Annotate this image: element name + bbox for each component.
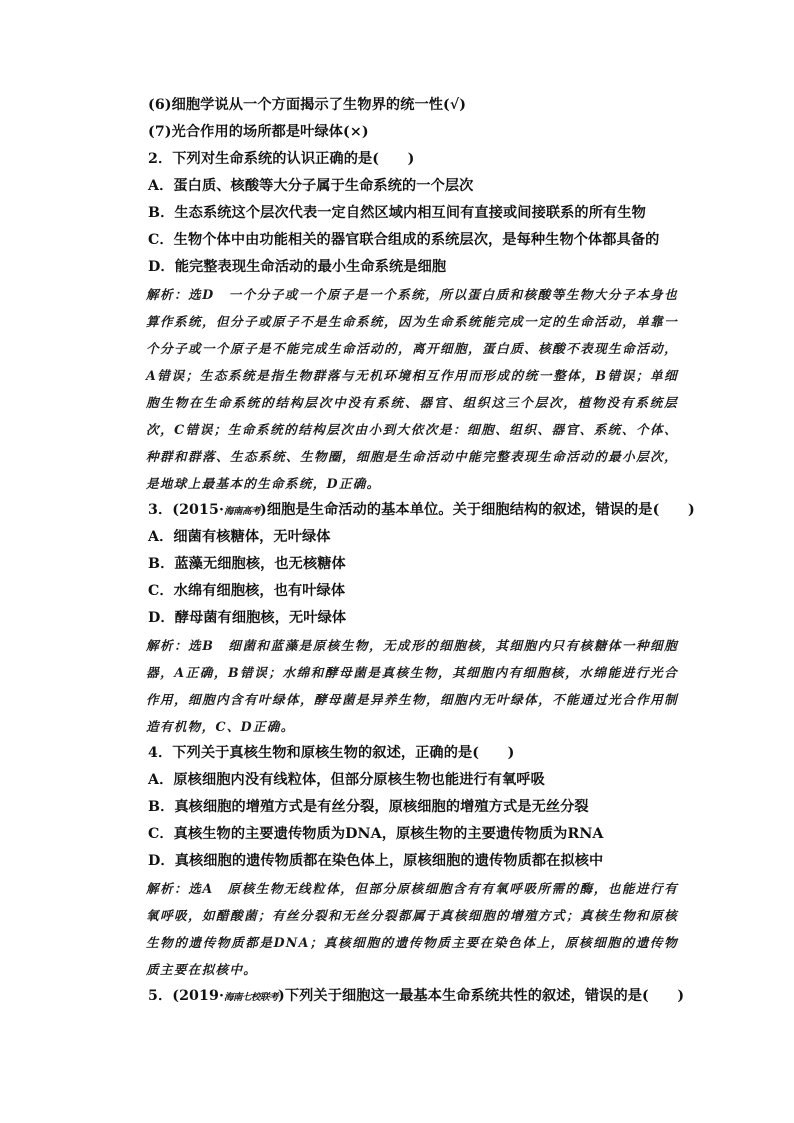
question-5-suffix: )下列关于细胞这一最基本生命系统共性的叙述，错误的是( ) bbox=[278, 988, 685, 1004]
question-4-stem: 4．下列关于真核生物和原核生物的叙述，正确的是( ) bbox=[148, 745, 515, 761]
question-4-option-b: B．真核细胞的增殖方式是有丝分裂，原核细胞的增殖方式是无丝分裂 bbox=[148, 799, 589, 815]
question-2-analysis: 解析：选D 一个分子或一个原子是一个系统，所以蛋白质和核酸等生物大分子本身也算作系统，但分子或原子不是生命系统，因为生命系统能完成一定的生命活动，单靠一个分子或一个原子是不能完成生命活动的，离开细胞，蛋白质、核酸不表现生命活动，A错误；生态系统是指生物群落与无机环境相互作用而形成的统一整体，B错误；单细胞生物在生命系统的结构层次中没有系统、器官、组织这三个层次，植物没有系统层次，C错误；生命系统的结构层次由小到大依次是：细胞、组织、器官、系统、个体、种群和群落、生态系统、生物圈，细胞是生命活动中能完整表现生命活动的最小层次，是地球上最基本的生命系统，D正确。 bbox=[146, 287, 678, 491]
question-2-option-a: A．蛋白质、核酸等大分子属于生命系统的一个层次 bbox=[148, 178, 474, 194]
question-4-option-a: A．原核细胞内没有线粒体，但部分原核生物也能进行有氧呼吸 bbox=[148, 772, 545, 788]
question-2-option-d: D．能完整表现生命活动的最小生命系统是细胞 bbox=[148, 259, 447, 275]
question-3-source: 海南高考 bbox=[224, 506, 261, 517]
question-4-option-c: C．真核生物的主要遗传物质为DNA，原核生物的主要遗传物质为RNA bbox=[148, 826, 604, 842]
question-2-option-c: C．生物个体中由功能相关的器官联合组成的系统层次，是每种生物个体都具备的 bbox=[148, 232, 660, 248]
question-3-prefix: 3．(2015· bbox=[148, 502, 224, 518]
question-5-source: 海南七校联考 bbox=[224, 992, 279, 1003]
question-3-option-b: B．蓝藻无细胞核，也无核糖体 bbox=[148, 556, 346, 572]
question-2-analysis-block bbox=[146, 281, 678, 497]
question-2-stem: 2．下列对生命系统的认识正确的是( ) bbox=[148, 151, 415, 167]
question-4-analysis: 解析：选A 原核生物无线粒体，但部分原核细胞含有有氧呼吸所需的酶，也能进行有氧呼吸，如醋酸菌；有丝分裂和无丝分裂都属于真核细胞的增殖方式；真核生物和原核生物的遗传物质都是DNA；真核细胞的遗传物质主要在染色体上，原核细胞的遗传物质主要在拟核中。 bbox=[146, 881, 678, 977]
question-3-stem bbox=[148, 497, 695, 524]
document-content bbox=[146, 92, 695, 1010]
question-3-suffix: )细胞是生命活动的基本单位。关于细胞结构的叙述，错误的是( ) bbox=[260, 502, 695, 518]
question-5-prefix: 5．(2019· bbox=[148, 988, 224, 1004]
question-2-option-b: B．生态系统这个层次代表一定自然区域内相互间有直接或间接联系的所有生物 bbox=[148, 205, 646, 221]
question-3-option-d: D．酵母菌有细胞核，无叶绿体 bbox=[148, 610, 347, 626]
question-4-option-d: D．真核细胞的遗传物质都在染色体上，原核细胞的遗传物质都在拟核中 bbox=[148, 853, 604, 869]
question-4-analysis-block bbox=[146, 875, 678, 983]
statement-6: (6)细胞学说从一个方面揭示了生物界的统一性(√) bbox=[148, 97, 467, 113]
question-3-option-c: C．水绵有细胞核，也有叶绿体 bbox=[148, 583, 346, 599]
question-5-stem bbox=[148, 983, 685, 1010]
question-3-analysis-block bbox=[146, 632, 678, 740]
question-3-option-a: A．细菌有核糖体，无叶绿体 bbox=[148, 529, 331, 545]
statement-7: (7)光合作用的场所都是叶绿体(×) bbox=[148, 124, 369, 140]
question-3-analysis: 解析：选B 细菌和蓝藻是原核生物，无成形的细胞核，其细胞内只有核糖体一种细胞器，A正确，B错误；水绵和酵母菌是真核生物，其细胞内有细胞核，水绵能进行光合作用，细胞内含有叶绿体，酵母菌是异养生物，细胞内无叶绿体，不能通过光合作用制造有机物，C、D正确。 bbox=[146, 638, 678, 734]
